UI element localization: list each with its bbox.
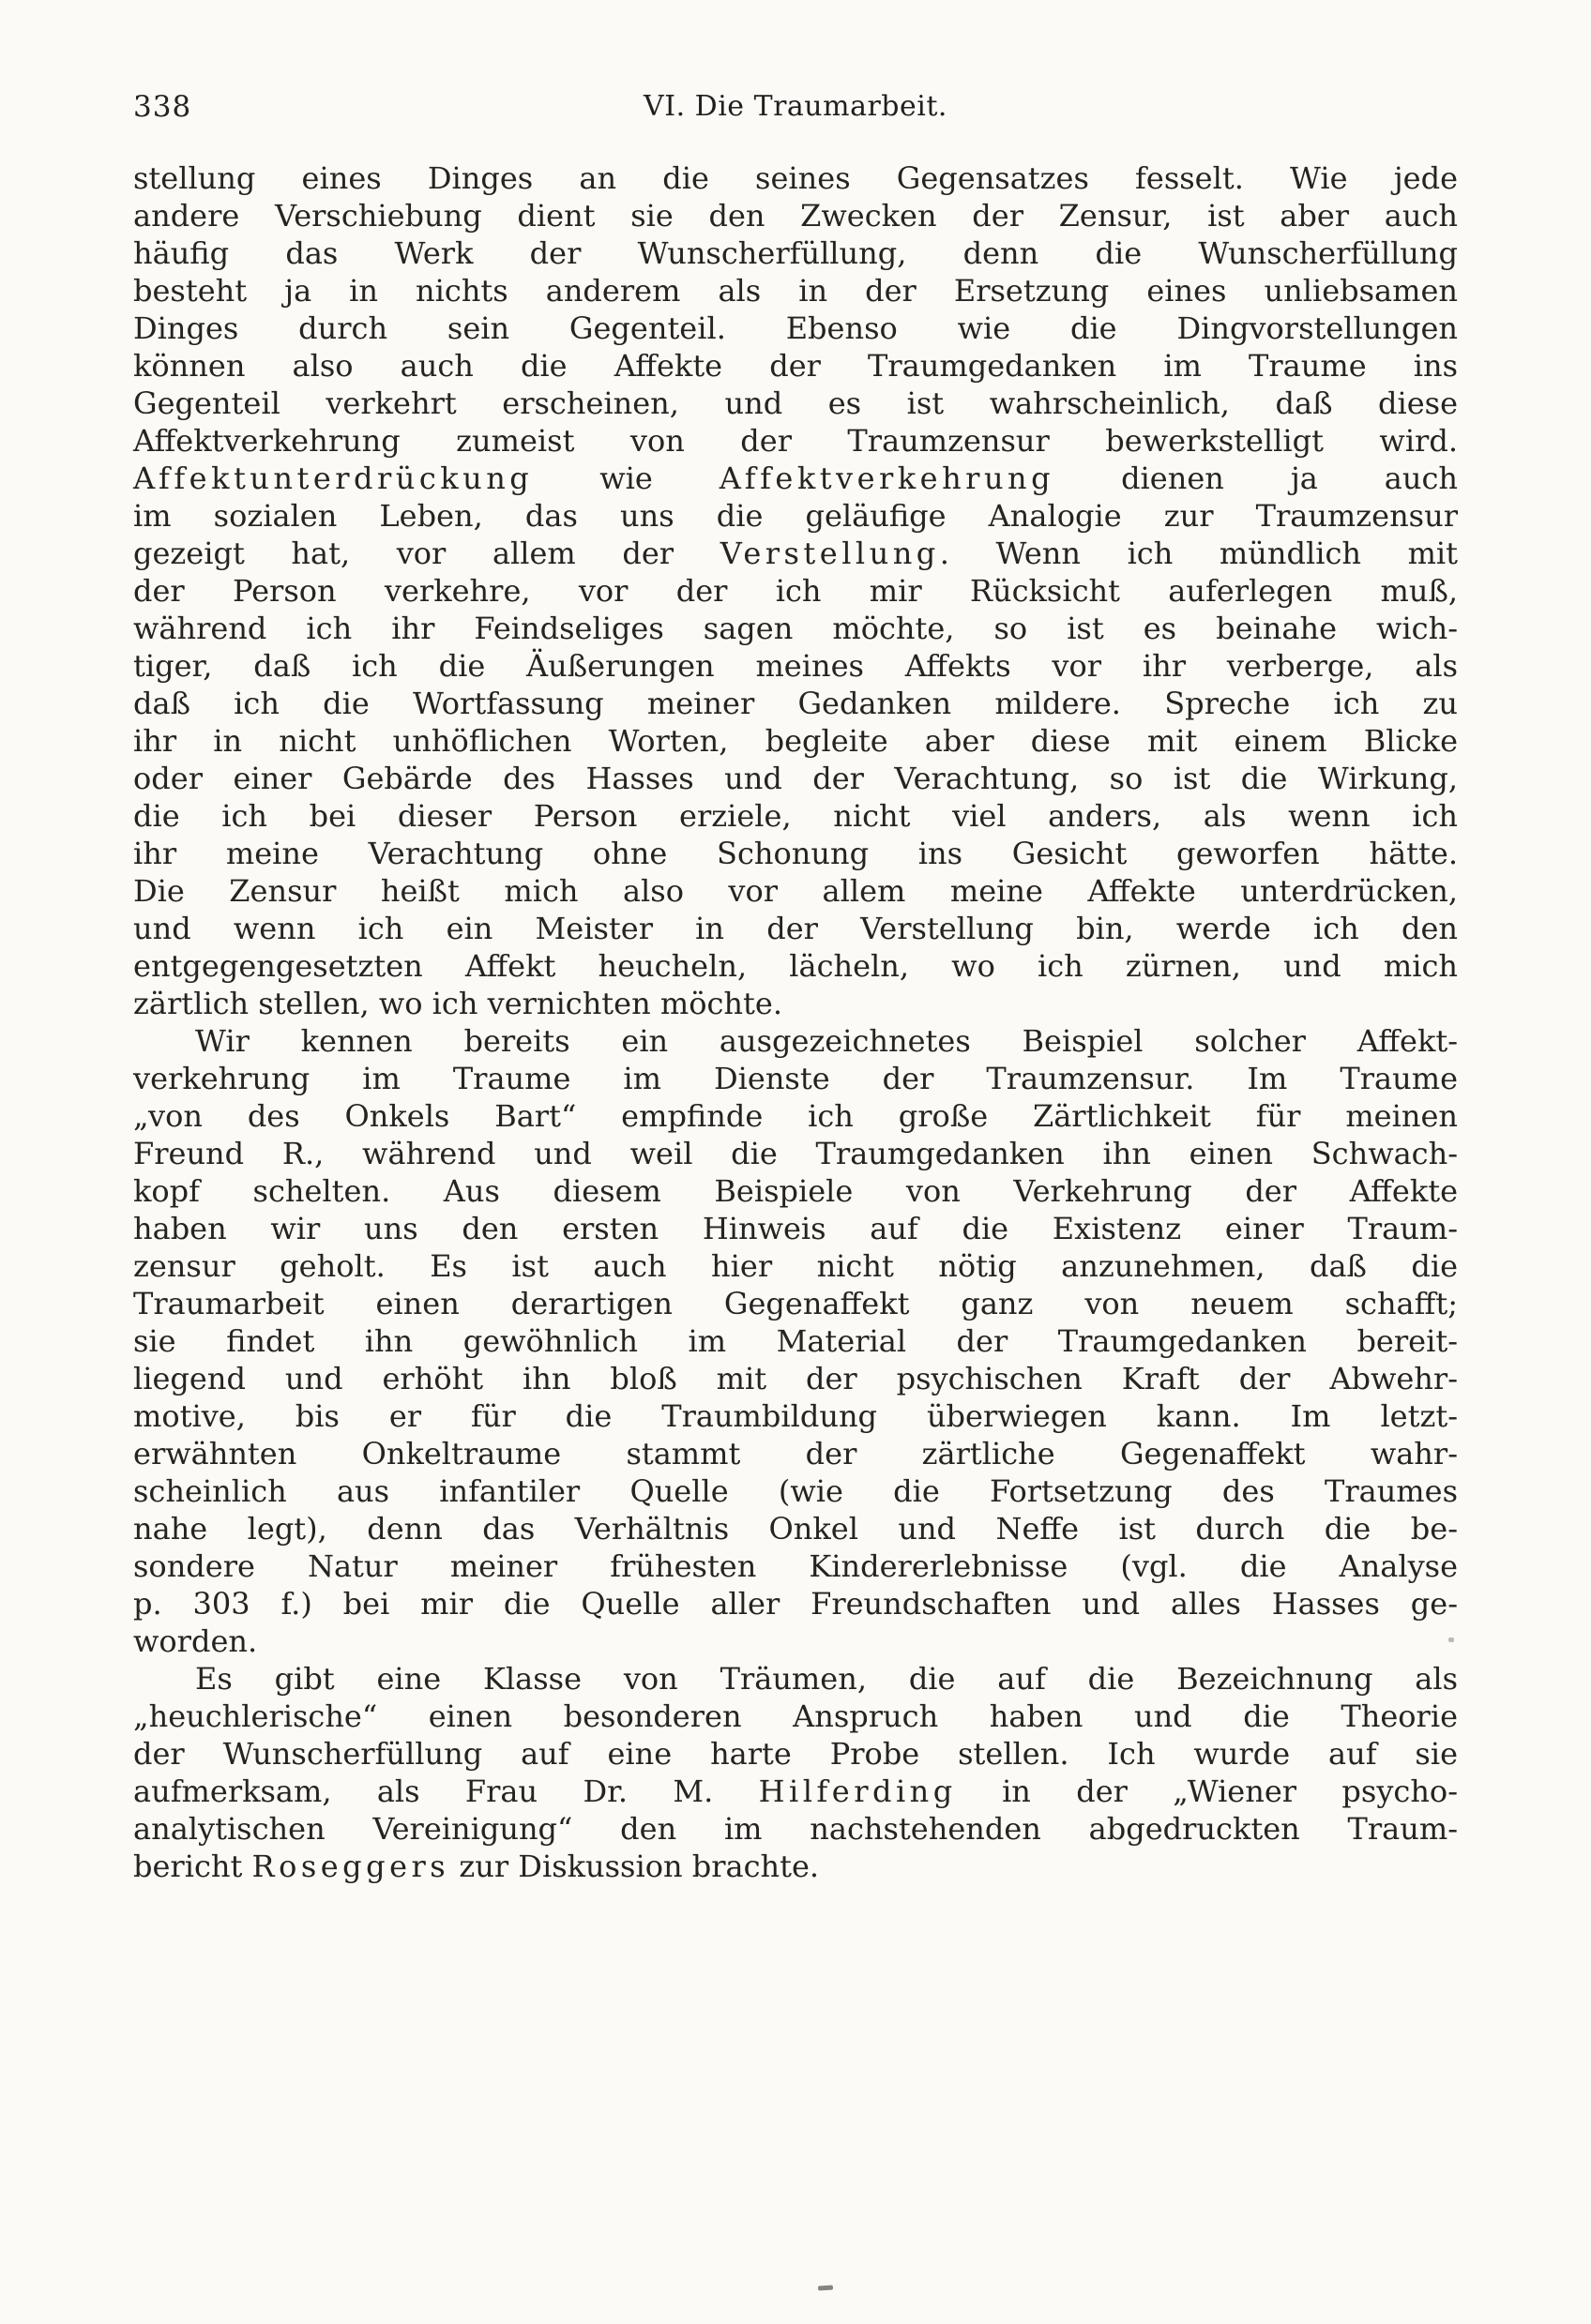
text-line <box>133 610 1458 647</box>
text-line <box>133 760 1458 797</box>
text-segment: worden. <box>133 1623 258 1659</box>
text-segment: ihr in nicht unhöflichen Worten, begleite aber diese mit einem Blicke <box>133 723 1458 759</box>
letterspaced-text: Hilferding <box>758 1773 957 1809</box>
text-segment: die ich bei dieser Person erziele, nicht viel anders, als wenn ich <box>133 798 1458 834</box>
text-segment: sie findet ihn gewöhnlich im Material der Traumgedanken bereit- <box>133 1323 1458 1359</box>
text-segment: Traumarbeit einen derartigen Gegenaffekt ganz von neuem schafft; <box>133 1286 1458 1321</box>
letterspaced-text: Affektunterdrückung <box>133 460 534 496</box>
scan-speck-icon <box>818 2285 833 2290</box>
text-line <box>133 1135 1458 1172</box>
text-segment: zärtlich stellen, wo ich vernichten möchte. <box>133 986 782 1021</box>
text-segment: daß ich die Wortfassung meiner Gedanken mildere. Spreche ich zu <box>133 686 1458 721</box>
text-segment: zensur geholt. Es ist auch hier nicht nötig anzunehmen, daß die <box>133 1248 1458 1284</box>
running-title: VI. Die Traumarbeit. <box>644 90 947 123</box>
text-segment: „heuchlerische“ einen besonderen Anspruch haben und die Theorie <box>133 1698 1458 1734</box>
text-line <box>133 234 1458 272</box>
text-line <box>133 947 1458 985</box>
paragraph <box>133 159 1458 1022</box>
text-segment: häufig das Werk der Wunscherfüllung, denn die Wunscherfüllung <box>133 235 1458 271</box>
text-line <box>133 309 1458 347</box>
text-segment: Die Zensur heißt mich also vor allem meine Affekte unterdrücken, <box>133 873 1458 909</box>
text-segment: zur Diskussion brachte. <box>449 1849 820 1884</box>
text-segment: „von des Onkels Bart“ empfinde ich große Zärtlichkeit für meinen <box>133 1098 1458 1134</box>
paragraph <box>133 1660 1458 1885</box>
text-segment: erwähnten Onkeltraume stammt der zärtliche Gegenaffekt wahr- <box>133 1436 1458 1471</box>
text-segment: können also auch die Affekte der Traumgedanken im Traume ins <box>133 348 1458 384</box>
text-segment: Dinges durch sein Gegenteil. Ebenso wie die Dingvorstellungen <box>133 310 1458 346</box>
text-line <box>133 1247 1458 1285</box>
text-segment: ihr meine Verachtung ohne Schonung ins Gesicht geworfen hätte. <box>133 836 1458 871</box>
text-line <box>133 1698 1458 1735</box>
text-line <box>133 272 1458 309</box>
letterspaced-text: Verstellung <box>720 536 940 571</box>
text-line <box>133 1322 1458 1360</box>
text-segment: und wenn ich ein Meister in der Verstellung bin, werde ich den <box>133 911 1458 946</box>
text-segment: der Wunscherfüllung auf eine harte Probe stellen. Ich wurde auf sie <box>133 1736 1458 1772</box>
text-segment: . Wenn ich mündlich mit <box>939 536 1459 571</box>
text-segment: kopf schelten. Aus diesem Beispiele von Verkehrung der Affekte <box>133 1173 1458 1209</box>
text-segment: während ich ihr Feindseliges sagen möchte, so ist es beinahe wich- <box>133 611 1458 646</box>
text-line <box>133 197 1458 234</box>
text-line <box>133 797 1458 835</box>
text-segment: Freund R., während und weil die Traumgedanken ihn einen Schwach- <box>133 1136 1458 1171</box>
text-line <box>133 1060 1458 1097</box>
text-segment: aufmerksam, als Frau Dr. M. <box>133 1773 759 1809</box>
text-line <box>133 1547 1458 1585</box>
text-segment: nahe legt), denn das Verhältnis Onkel und Neffe ist durch die be- <box>133 1511 1458 1547</box>
text-segment: liegend und erhöht ihn bloß mit der psychischen Kraft der Abwehr- <box>133 1361 1458 1396</box>
text-segment: p. 303 f.) bei mir die Quelle aller Freundschaften und alles Hasses ge- <box>133 1586 1458 1622</box>
text-line <box>133 1472 1458 1510</box>
text-line <box>133 1210 1458 1247</box>
text-line <box>133 1660 1458 1698</box>
text-segment: der Person verkehre, vor der ich mir Rücksicht auferlegen muß, <box>133 573 1458 609</box>
letterspaced-text: Affektverkehrung <box>719 460 1055 496</box>
text-line <box>133 1735 1458 1773</box>
text-segment: stellung eines Dinges an die seines Gegensatzes fesselt. Wie jede <box>133 160 1458 196</box>
text-segment: analytischen Vereinigung“ den im nachstehenden abgedruckten Traum- <box>133 1811 1458 1847</box>
text-line <box>133 385 1458 422</box>
text-line <box>133 572 1458 610</box>
page-header <box>133 90 1458 131</box>
text-segment: haben wir uns den ersten Hinweis auf die Existenz einer Traum- <box>133 1211 1458 1246</box>
text-line <box>133 1360 1458 1397</box>
text-line <box>133 347 1458 385</box>
text-line <box>133 159 1458 197</box>
text-segment: scheinlich aus infantiler Quelle (wie die Fortsetzung des Traumes <box>133 1473 1458 1509</box>
text-segment: entgegengesetzten Affekt heucheln, lächeln, wo ich zürnen, und mich <box>133 948 1458 984</box>
text-line <box>133 1285 1458 1322</box>
page-number: 338 <box>133 90 192 124</box>
text-line <box>133 1848 1458 1885</box>
text-line <box>133 872 1458 910</box>
text-line <box>133 535 1458 572</box>
text-line <box>133 1622 1458 1660</box>
text-line <box>133 1397 1458 1435</box>
scan-speck-icon <box>1448 1637 1454 1642</box>
text-line <box>133 1172 1458 1210</box>
text-line <box>133 985 1458 1022</box>
text-segment: Wir kennen bereits ein ausgezeichnetes Beispiel solcher Affekt- <box>195 1023 1458 1059</box>
paragraph <box>133 1022 1458 1660</box>
text-line <box>133 460 1458 497</box>
text-block <box>133 159 1458 1885</box>
text-line <box>133 422 1458 460</box>
text-segment: wie <box>533 460 720 496</box>
text-segment: verkehrung im Traume im Dienste der Traumzensur. Im Traume <box>133 1061 1458 1096</box>
letterspaced-text: Roseggers <box>251 1849 450 1884</box>
text-line <box>133 685 1458 722</box>
text-segment: Affektverkehrung zumeist von der Traumzensur bewerkstelligt wird. <box>133 423 1458 459</box>
text-segment: Es gibt eine Klasse von Träumen, die auf die Bezeichnung als <box>195 1661 1458 1697</box>
text-line <box>133 497 1458 535</box>
text-line <box>133 1585 1458 1622</box>
text-line <box>133 835 1458 872</box>
text-segment: Gegenteil verkehrt erscheinen, und es ist wahrscheinlich, daß diese <box>133 385 1458 421</box>
text-segment: gezeigt hat, vor allem der <box>133 536 720 571</box>
text-line <box>133 1097 1458 1135</box>
text-segment: andere Verschiebung dient sie den Zwecken der Zensur, ist aber auch <box>133 198 1458 234</box>
text-line <box>133 647 1458 685</box>
text-line <box>133 1510 1458 1547</box>
text-segment: sondere Natur meiner frühesten Kindererlebnisse (vgl. die Analyse <box>133 1548 1458 1584</box>
text-line <box>133 722 1458 760</box>
text-segment: bericht <box>133 1849 252 1884</box>
text-line <box>133 1022 1458 1060</box>
text-segment: im sozialen Leben, das uns die geläufige Analogie zur Traumzensur <box>133 498 1458 534</box>
text-line <box>133 1435 1458 1472</box>
text-segment: in der „Wiener psycho- <box>956 1773 1459 1809</box>
text-line <box>133 910 1458 947</box>
text-segment: besteht ja in nichts anderem als in der Ersetzung eines unliebsamen <box>133 273 1458 309</box>
text-segment: tiger, daß ich die Äußerungen meines Affekts vor ihr verberge, als <box>133 648 1458 684</box>
text-segment: oder einer Gebärde des Hasses und der Verachtung, so ist die Wirkung, <box>133 761 1458 796</box>
text-segment: dienen ja auch <box>1054 460 1459 496</box>
text-line <box>133 1810 1458 1848</box>
text-segment: motive, bis er für die Traumbildung überwiegen kann. Im letzt- <box>133 1398 1458 1434</box>
text-line <box>133 1773 1458 1810</box>
